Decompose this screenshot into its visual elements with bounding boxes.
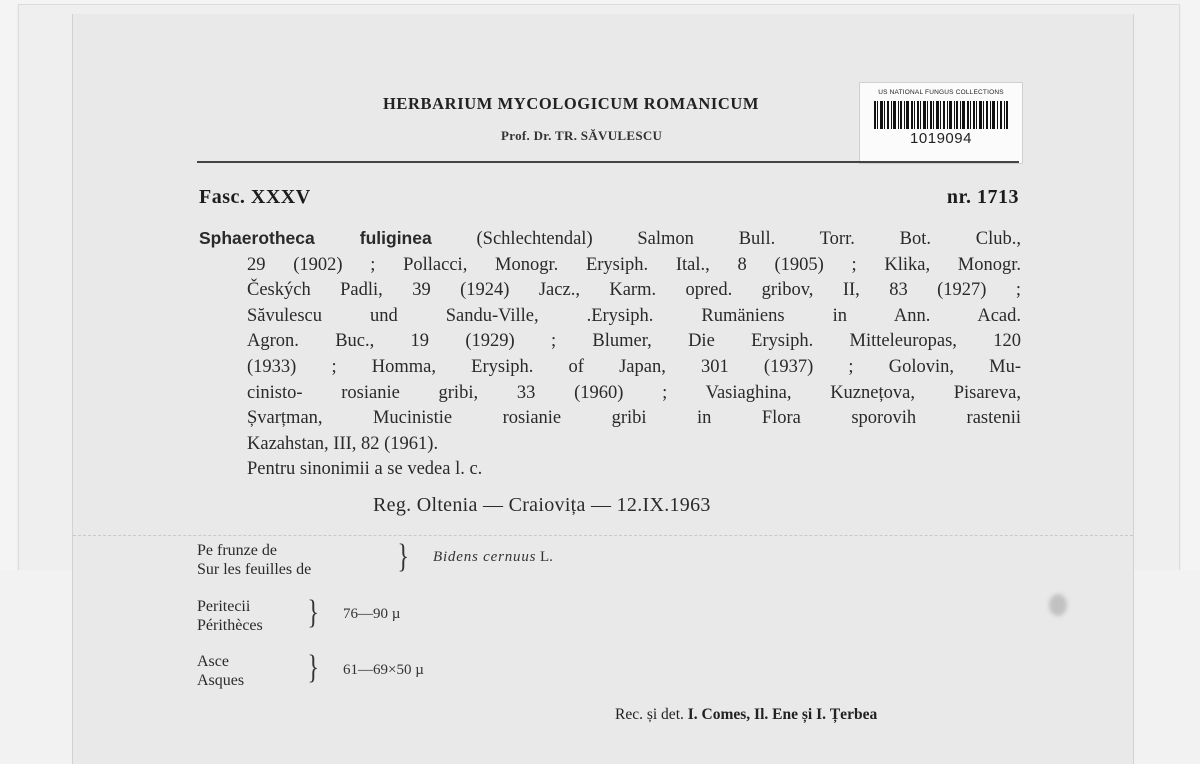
asci-label-ro: Asce	[197, 653, 229, 670]
species-name: Sphaerotheca fuliginea	[199, 228, 432, 248]
collectors-prefix: Rec. și det.	[615, 706, 684, 723]
section-divider	[73, 535, 1133, 536]
asci-label-fr: Asques	[197, 672, 245, 689]
perithecia-labels	[197, 597, 263, 635]
host-plant	[433, 549, 553, 566]
citation-line-4: Săvulescu und Sandu-Ville, .Erysiph. Rumäniens in Ann. Acad.	[247, 305, 1021, 326]
asci-labels	[197, 652, 244, 690]
host-label-fr: Sur les feuilles de	[197, 561, 312, 578]
citation-line-7: cinisto- rosianie gribi, 33 (1960) ; Vasiaghina, Kuznețova, Pisareva,	[247, 382, 1021, 403]
paper-smudge	[1049, 594, 1067, 616]
citation-line-8: Șvarțman, Mucinistie rosianie gribi in Flora sporovih rastenii	[247, 408, 1021, 429]
brace-icon: }	[307, 649, 319, 686]
perithecia-label-ro: Peritecii	[197, 598, 251, 615]
citation-line-5: Agron. Buc., 19 (1929) ; Blumer, Die Erysiph. Mitteleuropas, 120	[247, 331, 1021, 352]
collectors	[615, 706, 877, 724]
synonym-note: Pentru sinonimii a se vedea l. c.	[247, 459, 483, 480]
perithecia-size: 76—90 µ	[343, 606, 401, 622]
collectors-names: I. Comes, Il. Ene și I. Țerbea	[687, 706, 878, 723]
barcode-number: 1019094	[910, 130, 972, 147]
citation-line-6: (1933) ; Homma, Erysiph. of Japan, 301 (1937) ; Golovin, Mu-	[247, 356, 1021, 377]
barcode-icon	[874, 101, 1008, 129]
herbarium-title: HERBARIUM MYCOLOGICUM ROMANICUM	[383, 94, 760, 113]
herbarium-editor: Prof. Dr. TR. SĂVULESCU	[501, 128, 663, 143]
host-labels	[197, 541, 311, 579]
barcode-sticker	[859, 82, 1023, 164]
fascicle-label: Fasc. XXXV	[199, 186, 311, 208]
citation-line-1	[199, 226, 1021, 253]
perithecia-label-fr: Périthèces	[197, 617, 263, 634]
specimen-number: nr. 1713	[946, 186, 1019, 208]
herbarium-label	[72, 14, 1134, 764]
citation-line-3: Českých Padli, 39 (1924) Jacz., Karm. opred. gribov, II, 83 (1927) ;	[247, 280, 1021, 301]
host-plant-author: L.	[540, 549, 553, 565]
barcode-caption: US NATIONAL FUNGUS COLLECTIONS	[878, 89, 1004, 96]
host-plant-name: Bidens cernuus	[433, 549, 537, 565]
citation-line-2: 29 (1902) ; Pollacci, Monogr. Erysiph. Ital., 8 (1905) ; Klika, Monogr.	[247, 254, 1021, 275]
taxonomic-citation	[199, 226, 1021, 483]
citation-text: (Schlechtendal) Salmon Bull. Torr. Bot. Club.,	[476, 229, 1022, 249]
brace-icon: }	[307, 594, 319, 631]
locality-date: Reg. Oltenia — Craiovița — 12.IX.1963	[373, 494, 711, 516]
host-label-ro: Pe frunze de	[197, 542, 277, 559]
citation-line-9: Kazahstan, III, 82 (1961).	[247, 433, 439, 454]
asci-size: 61—69×50 µ	[343, 662, 424, 678]
header-divider	[197, 161, 1019, 163]
brace-icon: }	[397, 538, 409, 575]
